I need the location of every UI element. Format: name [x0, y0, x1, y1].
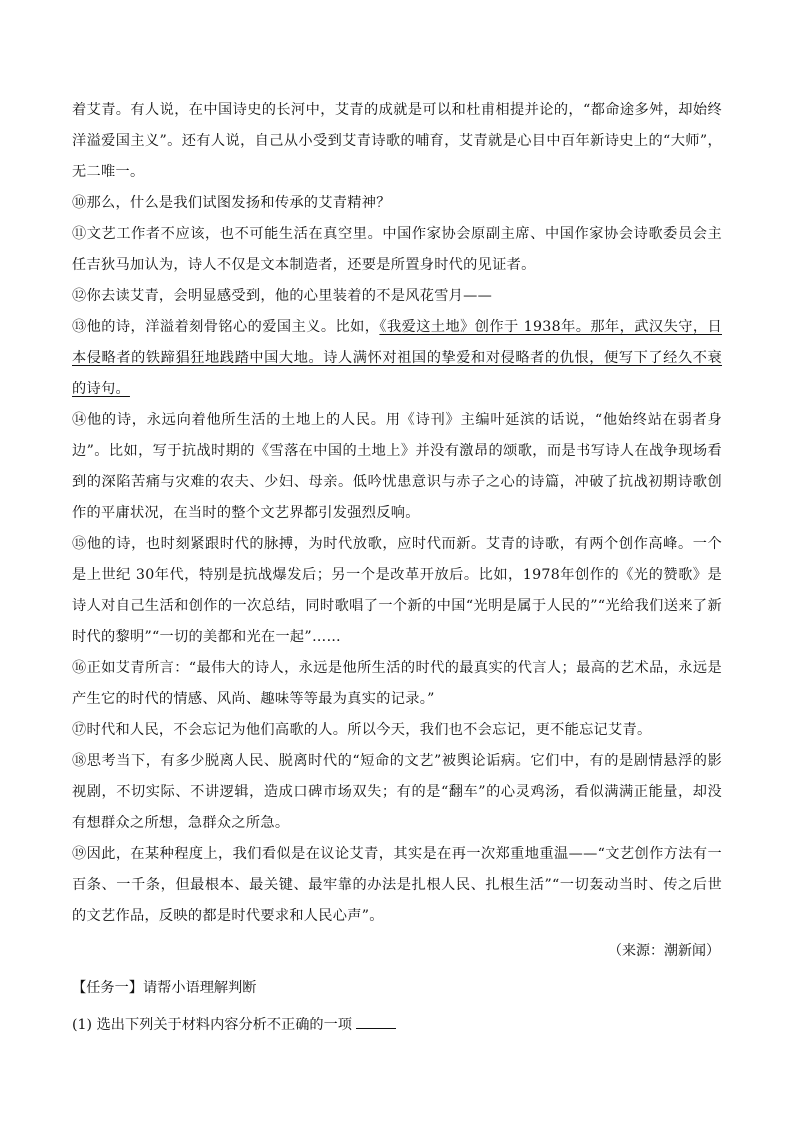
- source-line: （来源：潮新闻）: [608, 943, 720, 959]
- paragraph-19: ⑲因此，在某种程度上，我们看似是在议论艾青，其实是在再一次郑重地重温——“文艺创作方法有一百条、一千条，但最根本、最关键、最牢靠的办法是扎根人民、扎根生活”“一切轰动当时、传之后世的文艺作品，反映的都是时代要求和人民心声”。: [72, 846, 722, 924]
- paragraph-10: ⑩那么，什么是我们试图发扬和传承的艾青精神？: [72, 195, 391, 211]
- paragraph-16: ⑯正如艾青所言：“最伟大的诗人，永远是他所生活的时代的最真实的代言人；最高的艺术品，永远是产生它的时代的情感、风尚、趣味等等最为真实的记录。”: [72, 660, 722, 707]
- paragraph-12: ⑫你去读艾青，会明显感受到，他的心里装着的不是风花雪月——: [72, 288, 493, 304]
- answer-blank[interactable]: [356, 1012, 396, 1029]
- paragraph-17: ⑰时代和人民，不会忘记为他们高歌的人。所以今天，我们也不会忘记，更不能忘记艾青。: [72, 722, 652, 738]
- paragraph-13-lead: ⑬他的诗，洋溢着刻骨铭心的爱国主义。比如，: [72, 319, 380, 335]
- paragraph-11: ⑪文艺工作者不应该，也不可能生活在真空里。中国作家协会原副主席、中国作家协会诗歌委员会主任吉狄马加认为，诗人不仅是文本制造者，还要是所置身时代的见证者。: [72, 226, 722, 273]
- paragraph-intro: 着艾青。有人说，在中国诗史的长河中，艾青的成就是可以和杜甫相提并论的，“都命途多舛，却始终洋溢爱国主义”。还有人说，自己从小受到艾青诗歌的哺育，艾青就是心目中百年新诗史上的“大师”，无二唯一。: [72, 102, 722, 180]
- paragraph-18: ⑱思考当下，有多少脱离人民、脱离时代的“短命的文艺”被舆论诟病。它们中，有的是剧情悬浮的影视剧，不切实际、不讲逻辑，造成口碑市场双失；有的是“翻车”的心灵鸡汤，看似满满正能量，却没有想群众之所想，急群众之所急。: [72, 753, 722, 831]
- document-page: [72, 95, 722, 1041]
- question-1: [72, 1010, 722, 1041]
- paragraph-15: ⑮他的诗，也时刻紧跟时代的脉搏，为时代放歌，应时代而新。艾青的诗歌，有两个创作高峰。一个是上世纪 30年代，特别是抗战爆发后；另一个是改革开放后。比如，1978年创作的《光的赞歌》是诗人对自己生活和创作的一次总结，同时歌唱了一个新的中国“光明是属于人民的”“光给我们送来了新时代的黎明”“一切的美都和光在一起”……: [72, 536, 722, 645]
- question-1-text: (1) 选出下列关于材料内容分析不正确的一项: [72, 1017, 352, 1033]
- paragraph-13-underlined: 《我爱这土地》创作于 1938年。那年，武汉失守，日本侵略者的铁蹄猖狂地践踏中国大地。诗人满怀对祖国的挚爱和对侵略者的仇恨，便写下了经久不衰的诗句。: [72, 319, 722, 397]
- task-heading: 【任务一】请帮小语理解判断: [72, 980, 257, 996]
- paragraph-13: [72, 312, 722, 405]
- paragraph-14: ⑭他的诗，永远向着他所生活的土地上的人民。用《诗刊》主编叶延滨的话说，“他始终站在弱者身边”。比如，写于抗战时期的《雪落在中国的土地上》并没有激昂的颂歌，而是书写诗人在战争现场看到的深陷苦痛与灾难的农夫、少妇、母亲。低吟忧患意识与赤子之心的诗篇，冲破了抗战初期诗歌创作的平庸状况，在当时的整个文艺界都引发强烈反响。: [72, 412, 722, 521]
